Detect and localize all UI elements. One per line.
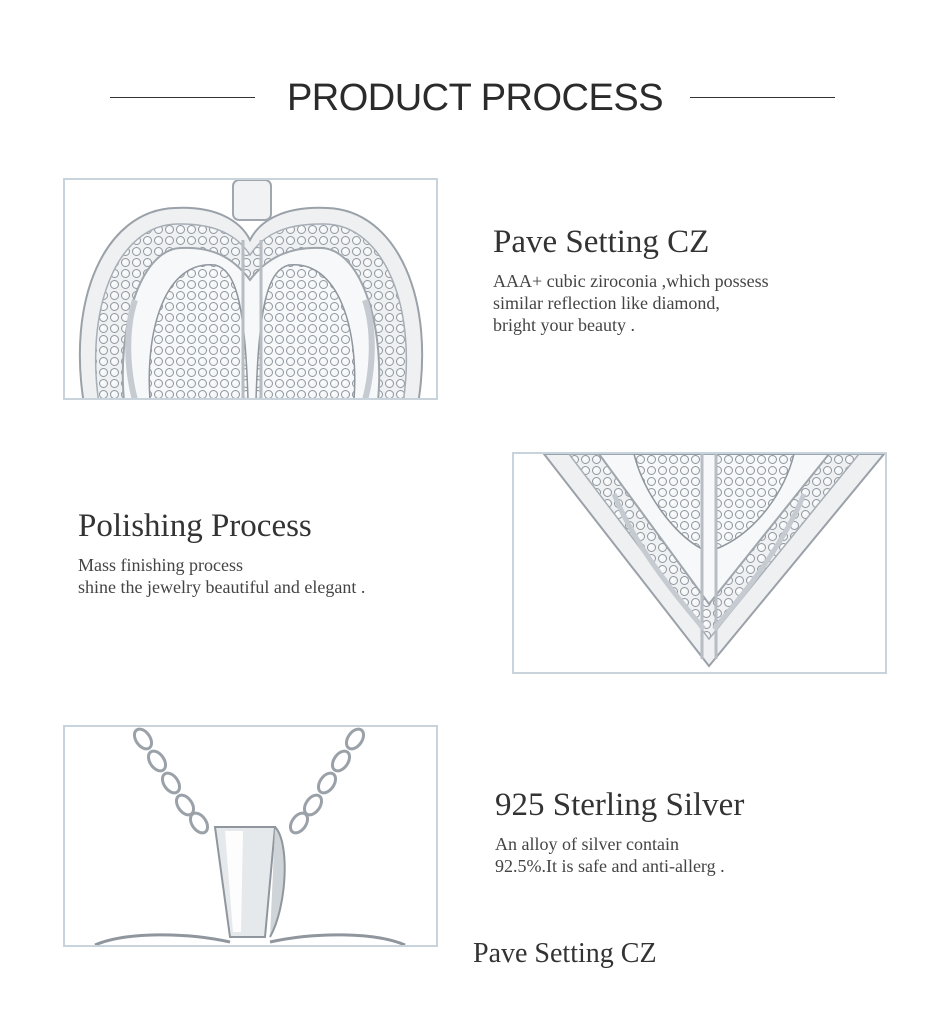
- page-title: PRODUCT PROCESS: [286, 77, 664, 119]
- feature-description: [493, 270, 769, 336]
- feature-sterling-silver: [495, 785, 744, 877]
- feature-polishing-process: [78, 506, 365, 598]
- feature-pave-setting: [493, 222, 769, 336]
- feature-description-line: shine the jewelry beautiful and elegant .: [78, 577, 366, 597]
- header-divider-left: [110, 97, 255, 98]
- feature-title: Pave Setting CZ: [493, 224, 710, 260]
- feature-description-line: AAA+ cubic ziroconia ,which possess: [493, 271, 769, 291]
- feature-description-line: similar reflection like diamond,: [493, 293, 720, 313]
- feature-description: [78, 554, 365, 598]
- pave-setting-closeup-image: [63, 178, 438, 400]
- feature-description-line: bright your beauty .: [493, 315, 635, 335]
- feature-description: [495, 833, 744, 877]
- polishing-closeup-image: [512, 452, 887, 674]
- sterling-silver-closeup-image: [63, 725, 438, 947]
- bottom-caption: Pave Setting CZ: [473, 938, 657, 969]
- feature-description-line: 92.5%.It is safe and anti-allerg .: [495, 856, 725, 876]
- feature-description-line: An alloy of silver contain: [495, 834, 679, 854]
- feature-description-line: Mass finishing process: [78, 555, 243, 575]
- header-divider-right: [690, 97, 835, 98]
- feature-title: 925 Sterling Silver: [495, 787, 745, 823]
- feature-title: Polishing Process: [78, 508, 312, 544]
